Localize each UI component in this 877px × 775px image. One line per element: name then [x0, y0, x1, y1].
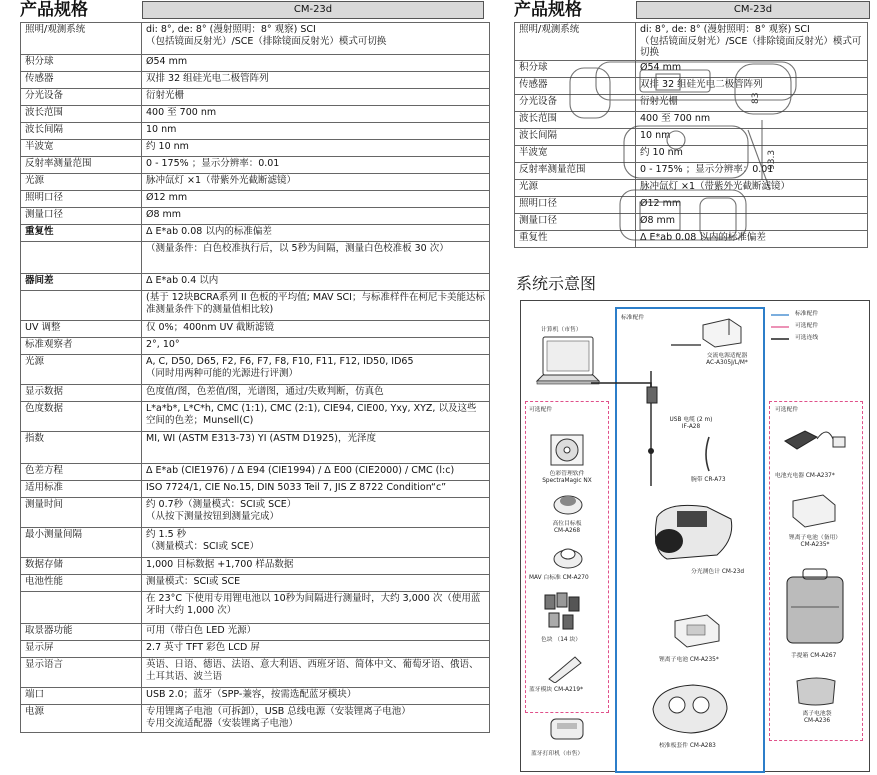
spec-label [21, 291, 142, 321]
pen-label: 蓝牙模块 CM-A219* [529, 687, 583, 693]
spec-value: 英语、日语、德语、法语、意大利语、西班牙语、简体中文、葡萄牙语、俄语、土耳其语、波兰语 [142, 658, 490, 688]
printer-label: 蓝牙打印机（市售） [531, 751, 584, 757]
spec-label: 端口 [21, 688, 142, 705]
legend-std-label: 标准配件 [795, 311, 819, 317]
spec-value: 测量模式：SCI或 SCE [142, 575, 490, 592]
spec-label: 重复性 [21, 225, 142, 242]
mav-tile-label: MAV 白标准 CM-A270 [529, 575, 589, 581]
opt-right-title: 可选配件 [775, 407, 799, 413]
spec-row [21, 385, 490, 402]
spec-label: 反射率测量范围 [21, 157, 142, 174]
spec-row [21, 291, 490, 321]
spec-label: 显示屏 [21, 641, 142, 658]
spec-value: Δ E*ab 0.08 以内的标准偏差 [636, 230, 868, 247]
left-model: CM-23d [142, 1, 484, 19]
spec-label: 照明/观测系统 [21, 23, 142, 55]
tiles-label: 色块 （14 块） [541, 637, 582, 643]
spec-row [21, 558, 490, 575]
spec-value: 在 23°C 下使用专用锂电池以 10秒为间隔进行测量时，大约 3,000 次（使用蓝牙时大约 1,000 次） [142, 592, 490, 624]
spec-value: 可用（带白色 LED 光源） [142, 624, 490, 641]
std-title: 标准配件 [621, 315, 645, 321]
battery2-label: 锂离子电池（备用） CM-A235* [788, 535, 842, 548]
spec-row [21, 225, 490, 242]
spec-value: 色度值/图，色差值/图，光谱图，通过/失败判断，仿真色 [142, 385, 490, 402]
spec-row [21, 688, 490, 705]
strap-label: 腕带 CR-A73 [691, 477, 726, 483]
spec-value: Δ E*ab (CIE1976) / Δ E94 (CIE1994) / Δ E00 (CIE2000) / CMC (l:c) [142, 464, 490, 481]
spec-label: 指数 [21, 432, 142, 464]
spec-value: 2.7 英寸 TFT 彩色 LCD 屏 [142, 641, 490, 658]
spec-label: 数据存储 [21, 558, 142, 575]
spec-row [21, 157, 490, 174]
spec-row [21, 355, 490, 385]
spec-value: 脉冲氙灯 ×1（带紫外光截断滤镜） [142, 174, 490, 191]
system-diagram [520, 300, 870, 772]
spec-value: 双排 32 组硅光电二极管阵列 [636, 77, 868, 94]
usb-cable-label: USB 电缆 (2 m) IF-A28 [669, 417, 713, 430]
usb-cable-icon [643, 385, 663, 407]
spec-value: 2°, 10° [142, 338, 490, 355]
spec-value: di: 8°, de: 8° (漫射照明：8° 观察) SCI （包括镜面反射光）/SCE（排除镜面反射光）模式可切换 [636, 23, 868, 61]
instrument-label: 分光测色计 CM-23d [691, 569, 745, 575]
spec-label: UV 调整 [21, 321, 142, 338]
spec-label: 积分球 [515, 60, 636, 77]
battery-bag-icon [791, 673, 841, 707]
spec-row [21, 55, 490, 72]
left-header [18, 1, 484, 19]
spec-label: 波长范围 [21, 106, 142, 123]
color-tiles-icon [541, 591, 587, 633]
software-disc-icon [547, 433, 587, 469]
spec-label: 半波宽 [21, 140, 142, 157]
spec-label: 标准观察者 [21, 338, 142, 355]
spec-value: (基于 12块BCRA系列 II 色板的平均值; MAV SCI；与标准样件在柯尼卡美能达标准测量条件下的测量值相比较) [142, 291, 490, 321]
spec-label: 波长间隔 [515, 128, 636, 145]
spec-row [21, 321, 490, 338]
spec-value: 0 - 175% ；显示分辨率：0.01 [636, 162, 868, 179]
legend-opt-label: 可选配件 [795, 323, 819, 329]
spec-row [21, 641, 490, 658]
spec-label: 取景器功能 [21, 624, 142, 641]
mav-tile-icon [551, 541, 585, 571]
spec-value: 10 nm [142, 123, 490, 140]
spec-value: Ø8 mm [142, 208, 490, 225]
spec-label: 适用标准 [21, 481, 142, 498]
system-diagram-title: 系统示意图 [516, 274, 597, 293]
right-model: CM-23d [636, 1, 870, 19]
spec-label: 积分球 [21, 55, 142, 72]
spec-row [21, 338, 490, 355]
right-header [512, 1, 870, 19]
spec-label: 分光设备 [515, 94, 636, 111]
spec-value: 400 至 700 nm [142, 106, 490, 123]
spec-value: 10 nm [636, 128, 868, 145]
spec-value: 400 至 700 nm [636, 111, 868, 128]
spec-label: 重复性 [515, 230, 636, 247]
spec-value: ISO 7724/1, CIE No.15, DIN 5033 Teil 7, JIS Z 8722 Condition“c” [142, 481, 490, 498]
spec-value: Ø12 mm [636, 196, 868, 213]
spec-label: 波长范围 [515, 111, 636, 128]
spec-value: （测量条件：白色校准执行后，以 5秒为间隔，测量白色校准板 30 次） [142, 242, 490, 274]
spec-row [21, 658, 490, 688]
spec-row [21, 498, 490, 528]
spec-label [21, 242, 142, 274]
spec-label: 电池性能 [21, 575, 142, 592]
opt-left-title: 可选配件 [529, 407, 553, 413]
spec-label: 测量口径 [21, 208, 142, 225]
hard-case-icon [783, 567, 849, 649]
printer-icon [547, 713, 587, 743]
white-tile-icon [551, 489, 585, 517]
spec-label: 传感器 [21, 72, 142, 89]
spec-value: Δ E*ab 0.4 以内 [142, 274, 490, 291]
spec-label: 光源 [21, 355, 142, 385]
spec-value: Ø12 mm [142, 191, 490, 208]
spec-value: Δ E*ab 0.08 以内的标准偏差 [142, 225, 490, 242]
spec-label: 测量口径 [515, 213, 636, 230]
spec-label: 波长间隔 [21, 123, 142, 140]
spec-row [21, 208, 490, 225]
spec-value: 衍射光栅 [636, 94, 868, 111]
spec-value: Ø8 mm [636, 213, 868, 230]
spec-row [21, 592, 490, 624]
spec-row [21, 242, 490, 274]
ac-adapter-icon [699, 315, 745, 349]
spec-row [21, 191, 490, 208]
dimension-drawing [560, 40, 830, 250]
spec-row [21, 624, 490, 641]
spec-label: 光源 [21, 174, 142, 191]
battery-label: 锂离子电池 CM-A235* [659, 657, 719, 663]
spec-row [21, 528, 490, 558]
spec-label: 照明口径 [515, 196, 636, 213]
left-title: 产品规格 [20, 0, 88, 20]
spec-row [21, 174, 490, 191]
charger-icon [781, 421, 851, 461]
spec-value: 0 - 175% ；显示分辨率：0.01 [142, 157, 490, 174]
spec-value: Ø54 mm [636, 60, 868, 77]
spec-value: 双排 32 组硅光电二极管阵列 [142, 72, 490, 89]
charger-label: 电池充电器 CM-A237* [775, 473, 835, 479]
spec-value: A, C, D50, D65, F2, F6, F7, F8, F10, F11, F12, ID50, ID65 （同时用两种可能的光源进行评测） [142, 355, 490, 385]
spec-row [21, 140, 490, 157]
spec-row [21, 72, 490, 89]
spec-value: L*a*b*, L*C*h, CMC (1:1), CMC (2:1), CIE94, CIE00, Yxy, XYZ, 以及这些空间的色差；Munsell(C) [142, 402, 490, 432]
spec-value: 衍射光栅 [142, 89, 490, 106]
software-label: 色彩管理软件 SpectraMagic NX [542, 471, 592, 484]
spec-label: 反射率测量范围 [515, 162, 636, 179]
spec-label: 照明口径 [21, 191, 142, 208]
spec-label [21, 592, 142, 624]
spec-label: 分光设备 [21, 89, 142, 106]
dim-label-93: 93.3 [767, 149, 777, 170]
spec-row [21, 106, 490, 123]
battery-icon [671, 611, 723, 651]
spec-value: di: 8°, de: 8° (漫射照明：8° 观察) SCI （包括镜面反射光）/SCE（排除镜面反射光）模式可切换 [142, 23, 490, 55]
spec-label: 光源 [515, 179, 636, 196]
bluetooth-module-icon [545, 653, 585, 683]
hard-case-label: 手提箱 CM-A267 [791, 653, 837, 659]
spec-label: 色度数据 [21, 402, 142, 432]
left-spec-table [20, 22, 490, 733]
spec-row [21, 89, 490, 106]
spec-value: 约 10 nm [142, 140, 490, 157]
spec-value: 约 10 nm [636, 145, 868, 162]
computer-label: 计算机（市售） [541, 327, 582, 333]
spec-row [21, 23, 490, 55]
spec-label: 测量时间 [21, 498, 142, 528]
spec-row [21, 432, 490, 464]
spec-label: 器间差 [21, 274, 142, 291]
white-tile-label: 高位目标板 CM-A268 [552, 521, 582, 534]
spare-battery-icon [789, 491, 839, 531]
legend-cable-label: 可选连线 [795, 335, 819, 341]
dim-label-83: 83 [751, 92, 761, 104]
spec-label: 电源 [21, 705, 142, 733]
adapter-label: 交流电源适配器 AC-A305J/L/M* [706, 353, 748, 366]
spec-row [21, 274, 490, 291]
instrument-icon [647, 497, 737, 567]
spec-value: MI, WI (ASTM E313-73) YI (ASTM D1925)，光泽度 [142, 432, 490, 464]
spec-value: USB 2.0；蓝牙（SPP-兼容，按需选配蓝牙模块） [142, 688, 490, 705]
spec-value: Ø54 mm [142, 55, 490, 72]
spec-value: 1,000 目标数据 +1,700 样品数据 [142, 558, 490, 575]
spec-label: 显示语言 [21, 658, 142, 688]
spec-label: 色差方程 [21, 464, 142, 481]
spec-value: 约 0.7秒（测量模式：SCI或 SCE） （从按下测量按钮到测量完成） [142, 498, 490, 528]
spec-label: 照明/观测系统 [515, 23, 636, 61]
spec-row [21, 705, 490, 733]
spec-row [21, 402, 490, 432]
spec-label: 最小测量间隔 [21, 528, 142, 558]
spec-row [21, 464, 490, 481]
spec-label: 显示数据 [21, 385, 142, 402]
spec-row [21, 123, 490, 140]
spec-value: 仅 0%；400nm UV 截断滤镜 [142, 321, 490, 338]
right-title: 产品规格 [514, 0, 582, 20]
spec-row [21, 575, 490, 592]
calibration-kit-icon [647, 679, 731, 737]
spec-label: 半波宽 [515, 145, 636, 162]
bag-label: 离子电池袋 CM-A236 [802, 711, 832, 724]
spec-value: 脉冲氙灯 ×1（带紫外光截断滤镜） [636, 179, 868, 196]
spec-label: 传感器 [515, 77, 636, 94]
spec-value: 专用锂离子电池（可拆卸），USB 总线电源（安装锂离子电池） 专用交流适配器（安装锂离子电池） [142, 705, 490, 733]
case-kit-label: 校准板套件 CM-A283 [659, 743, 716, 749]
spec-value: 约 1.5 秒 （测量模式：SCI或 SCE） [142, 528, 490, 558]
spec-row [21, 481, 490, 498]
strap-icon [699, 435, 719, 475]
